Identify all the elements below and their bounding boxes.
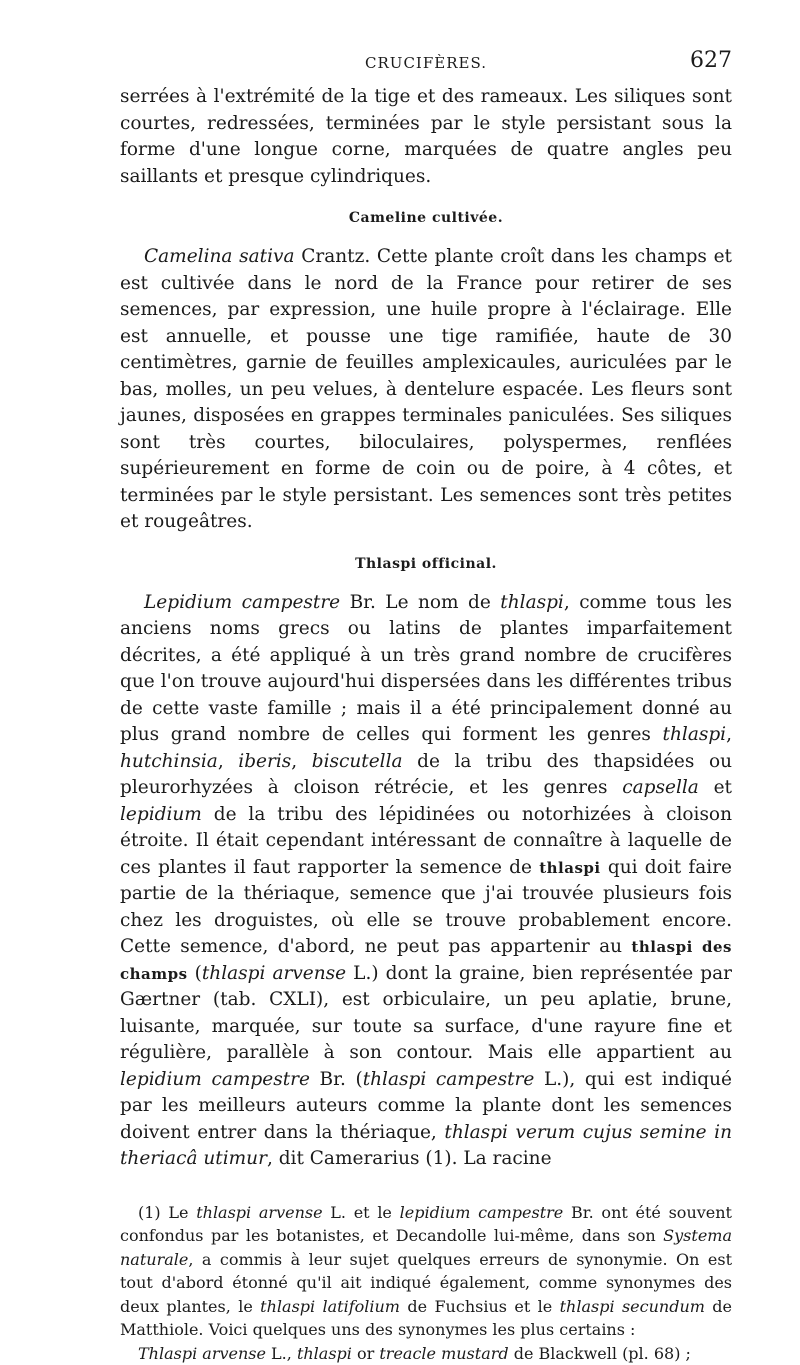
page-number: 627: [690, 48, 732, 73]
section-title-thlaspi: Thlaspi officinal.: [120, 556, 732, 572]
bold-run: thlaspi des champs: [120, 938, 732, 983]
text-run: ,: [218, 751, 238, 772]
text-run: Br. Le nom de: [340, 592, 500, 613]
text-run: ,: [291, 751, 311, 772]
intro-paragraph: serrées à l'extrémité de la tige et des rameaux. Les siliques sont courtes, redressées, terminées par le style persistant sous la forme d'une longue corne, marquées de quatre angles peu saillants et presque cylindriques.: [120, 84, 732, 190]
book-page: [120, 48, 732, 1365]
italic-run: iberis: [238, 751, 291, 772]
italic-run: thlaspi campestre: [363, 1069, 535, 1090]
bold-run: thlaspi: [539, 859, 600, 877]
footnote-last-line: [120, 1342, 732, 1365]
italic-run: Thlaspi arvense: [138, 1344, 266, 1363]
text-run: Br. (: [310, 1069, 363, 1090]
text-run: de la tribu des thapsidées ou pleurorhyzées à cloison rétrécie, et les genres: [120, 751, 732, 799]
thlaspi-paragraph: [120, 590, 732, 1173]
text-run: de la tribu des lépidinées ou notorhizées à cloison étroite. Il était cependant intéressant de connaître à laquelle de ces plantes il faut rapporter la semence de: [120, 804, 732, 878]
cameline-paragraph: [120, 244, 732, 536]
italic-run: thlaspi: [663, 724, 727, 745]
footnotes: [120, 1201, 732, 1365]
text-run: , dit Camerarius (1). La racine: [267, 1148, 552, 1169]
italic-run: treacle mustard: [379, 1344, 508, 1363]
page-header: [120, 48, 732, 84]
text-run: (: [188, 963, 202, 984]
italic-run: thlaspi: [297, 1344, 352, 1363]
cameline-latin-name: Camelina sativa: [144, 246, 295, 267]
cameline-text: Crantz. Cette plante croît dans les champs et est cultivée dans le nord de la France pour retirer de ses semences, par expression, une huile propre à l'éclairage. Elle est annuelle, et pousse une tige ramifiée, haute de 30 centimètres, garnie de feuilles amplexicaules, auriculées par le bas, molles, un peu velues, à dentelure espacée. Les fleurs sont jaunes, disposées en grappes terminales paniculées. Ses siliques sont très courtes, biloculaires, polyspermes, renflées supérieurement en forme de coin ou de poire, à 4 côtes, et terminées par le style persistant. Les semences sont très petites et rougeâtres.: [120, 246, 732, 532]
italic-run: thlaspi verum cujus semine in theriacâ utimur: [120, 1122, 732, 1170]
text-run: or: [352, 1344, 379, 1363]
text-run: de Matthiole. Voici quelques uns des synonymes les plus certains :: [120, 1297, 732, 1340]
text-run: ,: [726, 724, 732, 745]
italic-run: Systema naturale: [120, 1226, 732, 1269]
italic-run: lepidium campestre: [400, 1203, 564, 1222]
text-run: L. et le: [323, 1203, 400, 1222]
text-run: de Blackwell (pl. 68) ;: [509, 1344, 691, 1363]
text-run: de Fuchsius et le: [400, 1297, 560, 1316]
italic-run: thlaspi latifolium: [260, 1297, 400, 1316]
italic-run: thlaspi: [500, 592, 564, 613]
text-run: , a commis à leur sujet quelques erreurs de synonymie. On est tout d'abord étonné qu'il ait indiqué également, comme synonymes des deux plantes, le: [120, 1250, 732, 1316]
text-run: (1) Le: [138, 1203, 196, 1222]
text-run: , comme tous les anciens noms grecs ou latins de plantes imparfaitement décrites, a été appliqué à un très grand nombre de crucifères que l'on trouve aujourd'hui dispersées dans les différentes tribus de cette vaste famille ; mais il a été principalement donné au plus grand nombre de celles qui forment les genres: [120, 592, 732, 746]
italic-run: thlaspi secundum: [560, 1297, 705, 1316]
section-title-cameline: Cameline cultivée.: [120, 210, 732, 226]
italic-run: thlaspi arvense: [196, 1203, 322, 1222]
text-run: L.), qui est indiqué par les meilleurs auteurs comme la plante dont les semences doivent entrer dans la thériaque,: [120, 1069, 732, 1143]
italic-run: hutchinsia: [120, 751, 218, 772]
text-run: et: [699, 777, 732, 798]
italic-run: capsella: [622, 777, 699, 798]
italic-run: thlaspi arvense: [202, 963, 346, 984]
italic-run: biscutella: [312, 751, 403, 772]
text-run: qui doit faire partie de la thériaque, semence que j'ai trouvée plusieurs fois chez les droguistes, où elle se trouve probablement encore. Cette semence, d'abord, ne peut pas appartenir au: [120, 857, 732, 958]
text-run: L.,: [266, 1344, 297, 1363]
footnote-paragraph: [120, 1201, 732, 1342]
running-title: CRUCIFÈRES.: [120, 54, 732, 72]
text-run: Br. ont été souvent confondus par les botanistes, et Decandolle lui-même, dans son: [120, 1203, 732, 1246]
text-run: L.) dont la graine, bien représentée par Gærtner (tab. CXLI), est orbiculaire, un peu aplatie, brune, luisante, marquée, sur toute sa surface, d'une rayure fine et régulière, parallèle à son contour. Mais elle appartient au: [120, 963, 732, 1064]
italic-run: lepidium: [120, 804, 202, 825]
italic-run: lepidium campestre: [120, 1069, 310, 1090]
italic-run: Lepidium campestre: [144, 592, 340, 613]
